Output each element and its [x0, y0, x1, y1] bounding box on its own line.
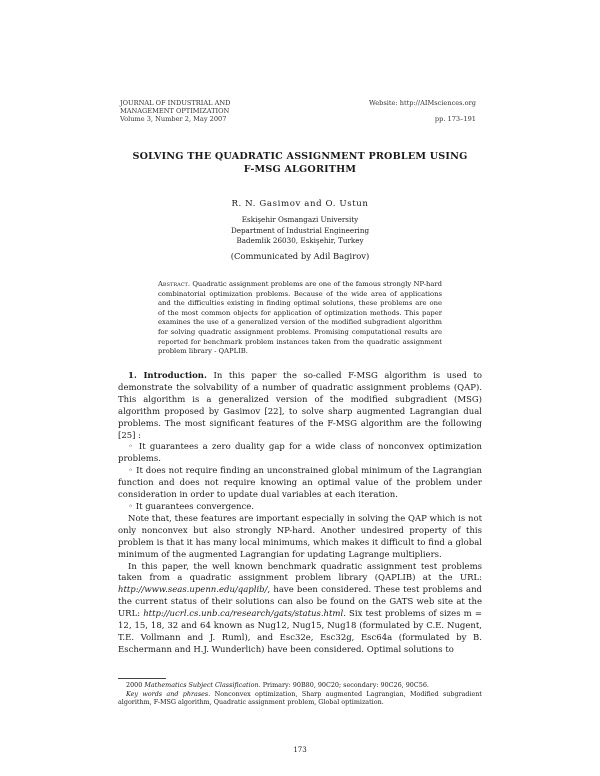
qaplib-url[interactable]: http://www.seas.upenn.edu/qaplib/	[118, 585, 268, 596]
intro-text: In this paper the so-called F-MSG algorithm is used to demonstrate the solvability of a number of quadratic assignment problems (QAP). This algorithm is a generalized version of the modified subgradient (MSG) algorithm proposed by Gasimov [22], to solve sharp augmented Lagrangian dual problems. The most significant features of the F-MSG algorithm are the following [25] :	[118, 371, 483, 441]
p3-text-c: . Six test problems of sizes m = 12, 15, 18, 32 and 64 known as Nug12, Nug15, Nug18 (formulated by C.E. Nugent, T.E. Vollmann and J. Ruml), and Esc32e, Esc32g, Esc64a (formulated by B. Eschermann and H.J. Wunderlich) have been considered. Optimal solutions to	[118, 609, 482, 655]
intro-paragraph-3	[118, 562, 482, 657]
intro-paragraph-1	[118, 371, 482, 442]
affiliation-line2: Department of Industrial Engineering	[230, 225, 370, 235]
affiliation	[150, 215, 450, 247]
section-title: Introduction.	[143, 371, 207, 381]
feature-bullet-2: ◦ It does not require finding an unconstrained global minimum of the Lagrangian function and does not require knowing an optimal value of the problem under consideration in order to update dual variables at each iteration.	[118, 466, 482, 501]
section-number: 1.	[128, 371, 137, 381]
p3-text-b: , have been considered. These test problems and the current status of their solutions can also be found on the GATS web site at the URL:	[118, 585, 482, 620]
msc-year: 2000	[126, 681, 143, 689]
title-line2: F-MSG ALGORITHM	[243, 164, 357, 175]
journal-name-line1: JOURNAL OF INDUSTRIAL AND	[120, 99, 231, 107]
volume-info: Volume 3, Number 2, May 2007	[120, 115, 227, 123]
keywords-text: Nonconvex optimization, Sharp augmented Lagrangian, Modified subgradient algorithm, F-MSG algorithm, Quadratic assignment problem, Global optimization.	[118, 689, 483, 707]
feature-bullet-1: ◦ It guarantees a zero duality gap for a wide class of nonconvex optimization problems.	[118, 442, 482, 465]
page-number: 173	[293, 746, 307, 754]
footnote-rule	[118, 678, 166, 679]
msc-footnote	[118, 681, 482, 690]
affiliation-line3: Bademlik 26030, Eskişehir, Turkey	[236, 236, 364, 246]
abstract-text: Quadratic assignment problems are one of the famous strongly NP-hard combinatorial optimization problems. Because of the wide area of applications and the difficulties existing in finding optimal solutions, these problems are one of the most common objects for application of optimization methods. This paper examines the use of a generalized version of the modified subgradient algorithm for solving quadratic assignment problems. Promising computational results are reported for benchmark problem instances taken from the quadratic assignment problem library - QAPLIB.	[158, 280, 442, 356]
page-range: pp. 173–191	[434, 115, 476, 123]
gats-url[interactable]: http://ucrl.cs.unb.ca/research/gats/status.html	[143, 609, 344, 620]
msc-text: Primary: 90B80, 90C20; secondary: 90C26, 90C56.	[262, 681, 429, 689]
journal-header-right	[276, 99, 476, 123]
section-introduction	[118, 371, 482, 657]
keywords-footnote	[118, 690, 482, 707]
abstract	[158, 280, 442, 357]
title-line1: SOLVING THE QUADRATIC ASSIGNMENT PROBLEM USING	[132, 151, 468, 162]
paper-title	[110, 150, 490, 176]
abstract-label: Abstract.	[158, 280, 191, 288]
feature-bullet-3: ◦ It guarantees convergence.	[128, 501, 255, 512]
journal-name-line2: MANAGEMENT OPTIMIZATION	[120, 107, 230, 115]
affiliation-line1: Eskişehir Osmangazi University	[241, 215, 359, 224]
msc-label: Mathematics Subject Classification.	[144, 681, 261, 689]
p3-text-a: In this paper, the well known benchmark quadratic assignment test problems taken from a quadratic assignment problem library (QAPLIB) at the URL:	[118, 561, 482, 584]
footnote	[118, 681, 482, 707]
keywords-label: Key words and phrases.	[126, 689, 211, 698]
communicated-by: (Communicated by Adil Bagirov)	[230, 251, 370, 261]
authors: R. N. Gasimov and O. Ustun	[231, 199, 369, 209]
intro-paragraph-2: Note that, these features are important especially in solving the QAP which is not only nonconvex but also strongly NP-hard. Another undesired property of this problem is that it has many local minimums, which makes it difficult to find a global minimum of the augmented Lagrangian for updating Lagrange multipliers.	[118, 513, 482, 560]
website-link[interactable]: Website: http://AIMsciences.org	[368, 99, 476, 107]
